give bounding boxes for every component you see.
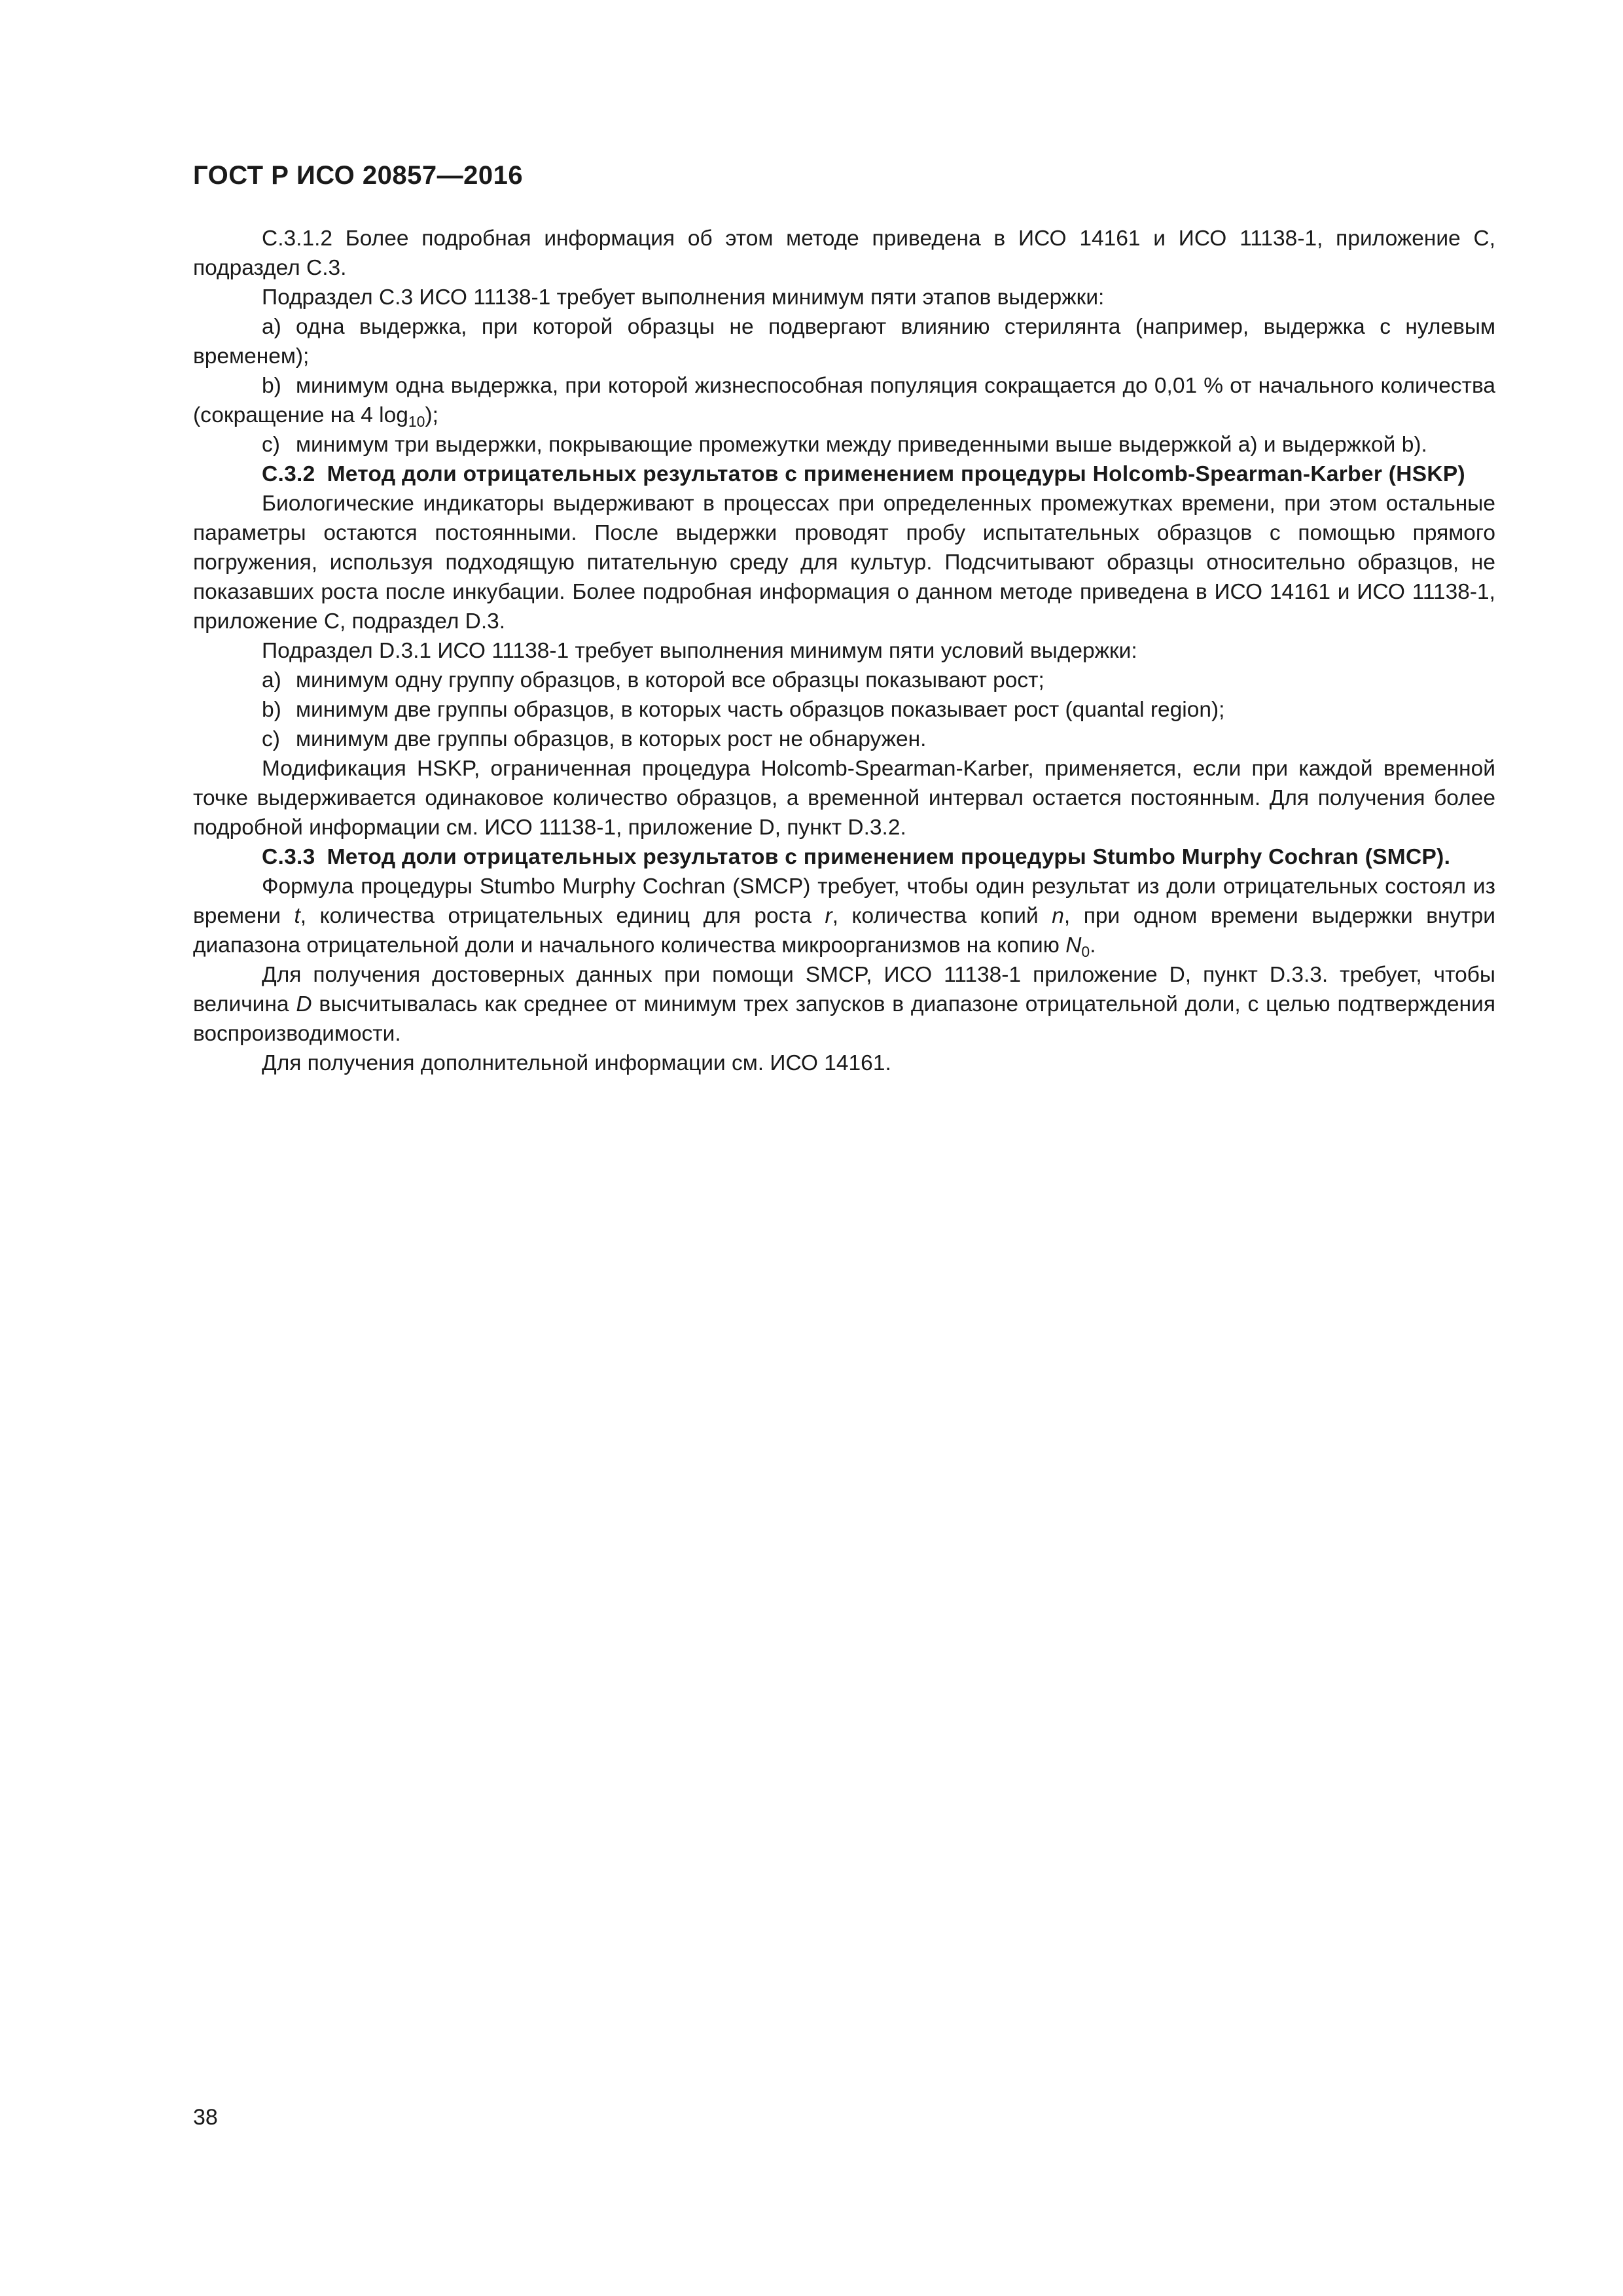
text-run: . — [1090, 933, 1096, 958]
text-run: Формула процедуры Stumbo Murphy Cochran (SMCP) требует, чтобы один результат из доли отрицательных состоял из времени — [193, 874, 1495, 928]
paragraph-smcp-d-value — [193, 960, 1495, 1049]
variable-D: D — [296, 992, 312, 1016]
paragraph-smcp-formula — [193, 872, 1495, 960]
list-item-text-end: ); — [425, 403, 438, 427]
list-item-text: минимум одну группу образцов, в которой все образцы показывают рост; — [296, 668, 1044, 692]
section-number: С.3.2 — [262, 462, 315, 486]
list-marker: a) — [262, 315, 281, 339]
paragraph-hskp-modification: Модификация HSKP, ограниченная процедура Holcomb-Spearman-Karber, применяется, если при каждой временной точке выдерживается одинаковое количество образцов, а временной интервал остается постоянным. Для получения более подробной информации см. ИСО 11138-1, приложение D, пункт D.3.2. — [193, 757, 1495, 840]
paragraph-d3-1-intro: Подраздел D.3.1 ИСО 11138-1 требует выполнения минимум пяти условий выдержки: — [262, 639, 1137, 663]
list-item-a — [193, 666, 1495, 695]
list-marker: a) — [262, 668, 281, 692]
list-marker: c) — [262, 727, 280, 751]
list-item-c — [193, 430, 1495, 459]
list-item-a — [193, 312, 1495, 371]
section-heading-c3-3 — [193, 842, 1495, 872]
section-heading-c3-2 — [193, 459, 1495, 489]
subscript: 0 — [1081, 943, 1090, 960]
list-marker: b) — [262, 698, 281, 722]
variable-n: n — [1052, 904, 1064, 928]
list-marker: b) — [262, 374, 281, 398]
list-item-b — [193, 695, 1495, 725]
document-header: ГОСТ Р ИСО 20857—2016 — [193, 161, 524, 190]
variable-t: t — [294, 904, 300, 928]
list-item-c — [193, 725, 1495, 754]
list-item-text: одна выдержка, при которой образцы не подвергают влиянию стерилянта (например, выдержка с нулевым временем); — [193, 315, 1495, 368]
list-item-text: минимум три выдержки, покрывающие промежутки между приведенными выше выдержкой а) и выдержкой b). — [296, 433, 1427, 457]
list-item-text: минимум две группы образцов, в которых рост не обнаружен. — [296, 727, 927, 751]
document-body — [193, 224, 1495, 1078]
section-number: С.3.3 — [262, 845, 315, 869]
variable-N: N — [1065, 933, 1082, 958]
paragraph-c3-stages-intro: Подраздел С.3 ИСО 11138-1 требует выполнения минимум пяти этапов выдержки: — [262, 285, 1105, 310]
list-item-text: минимум две группы образцов, в которых часть образцов показывает рост (quantal region); — [296, 698, 1225, 722]
text-run: , количества отрицательных единиц для роста — [300, 904, 825, 928]
variable-r: r — [825, 904, 832, 928]
section-title: Метод доли отрицательных результатов с применением процедуры Stumbo Murphy Cochran (SMCP). — [327, 845, 1451, 869]
text-run: Для получения достоверных данных при помощи SMCP, ИСО 11138-1 приложение D, пункт D.3.3. требует, чтобы величина — [193, 963, 1495, 1016]
section-title: Метод доли отрицательных результатов с применением процедуры Holcomb-Spearman-Karber (HSKP) — [327, 462, 1465, 486]
paragraph-additional-info: Для получения дополнительной информации см. ИСО 14161. — [262, 1051, 891, 1075]
page-number: 38 — [193, 2105, 218, 2130]
subscript: 10 — [408, 413, 425, 430]
paragraph-hskp-description: Биологические индикаторы выдерживают в процессах при определенных промежутках времени, при этом остальные параметры остаются постоянными. После выдержки проводят пробу испытательных образцов с помощью прямого погружения, используя подходящую питательную среду для культур. Подсчитывают образцы относительно образцов, не показавших роста после инкубации. Более подробная информация о данном методе приведена в ИСО 14161 и ИСО 11138-1, приложение С, подраздел D.3. — [193, 492, 1495, 634]
text-run: высчитывалась как среднее от минимум трех запусков в диапазоне отрицательной доли, с целью подтверждения воспроизводимости. — [193, 992, 1495, 1046]
list-item-b — [193, 371, 1495, 430]
list-item-text: минимум одна выдержка, при которой жизнеспособная популяция сокращается до 0,01 % от начального количества (сокращение на 4 log — [193, 374, 1495, 427]
paragraph-c3-1-2: С.3.1.2 Более подробная информация об этом методе приведена в ИСО 14161 и ИСО 11138-1, приложение С, подраздел С.3. — [193, 226, 1495, 280]
text-run: , количества копий — [832, 904, 1052, 928]
list-marker: c) — [262, 433, 280, 457]
text-run: , при одном времени выдержки внутри диапазона отрицательной доли и начального количества микроорганизмов на копию — [193, 904, 1495, 958]
